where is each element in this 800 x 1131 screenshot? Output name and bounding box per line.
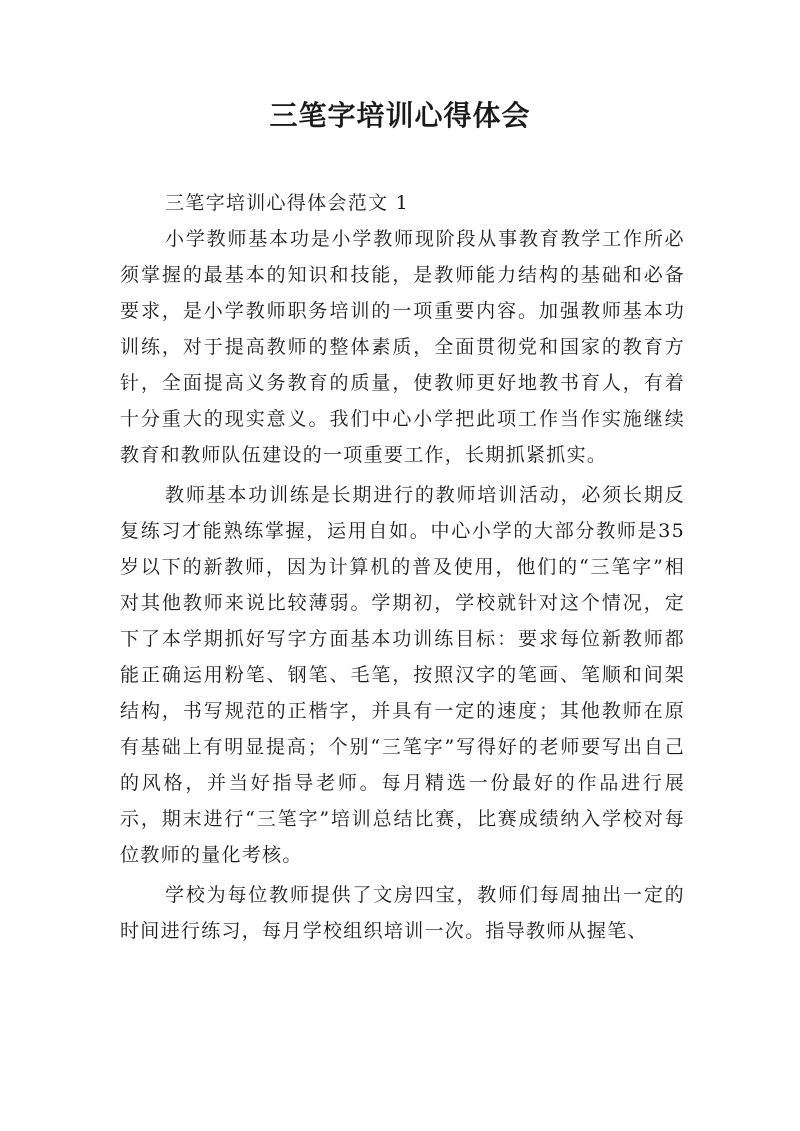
- document-title: 三笔字培训心得体会: [269, 99, 531, 132]
- paragraph-1: 小学教师基本功是小学教师现阶段从事教育教学工作所必须掌握的最基本的知识和技能，是教师能力结构的基础和必备要求，是小学教师职务培训的一项重要内容。加强教师基本功训练，对于提高教师的整体素质，全面贯彻党和国家的教育方针，全面提高义务教育的质量，使教师更好地教书育人，有着十分重大的现实意义。我们中心小学把此项工作当作实施继续教育和教师队伍建设的一项重要工作，长期抓紧抓实。: [120, 228, 685, 466]
- paragraph-3: 学校为每位教师提供了文房四宝，教师们每周抽出一定的时间进行练习，每月学校组织培训一次。指导教师从握笔、: [120, 884, 685, 942]
- section-subheading: 三笔字培训心得体会范文 1: [165, 192, 410, 214]
- paragraph-2: 教师基本功训练是长期进行的教师培训活动，必须长期反复练习才能熟练掌握，运用自如。中心小学的大部分教师是35岁以下的新教师，因为计算机的普及使用，他们的“三笔字”相对其他教师来说比较薄弱。学期初，学校就针对这个情况，定下了本学期抓好写字方面基本功训练目标：要求每位新教师都能正确运用粉笔、钢笔、毛笔，按照汉字的笔画、笔顺和间架结构，书写规范的正楷字，并具有一定的速度；其他教师在原有基础上有明显提高；个别“三笔字”写得好的老师要写出自己的风格，并当好指导老师。每月精选一份最好的作品进行展示，期末进行“三笔字”培训总结比赛，比赛成绩纳入学校对每位教师的量化考核。: [120, 484, 685, 866]
- document-body: [120, 185, 685, 953]
